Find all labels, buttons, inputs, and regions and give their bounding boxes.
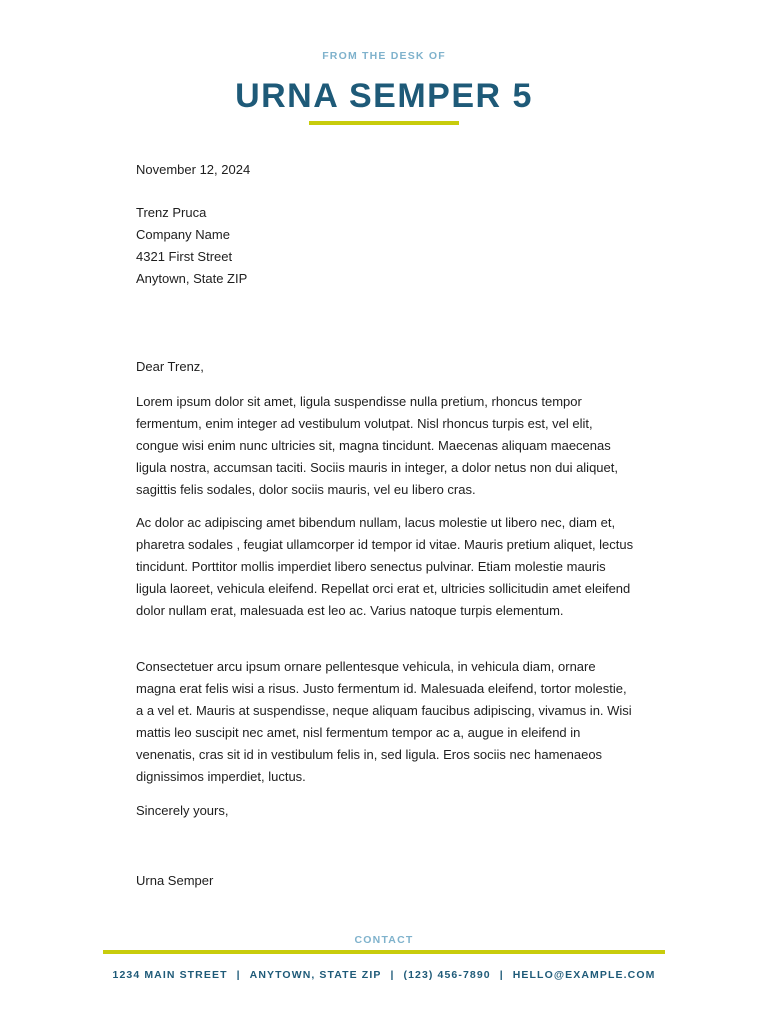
recipient-city: Anytown, State ZIP [136,271,248,286]
signature-name: Urna Semper [136,873,214,888]
recipient-address [136,202,636,290]
closing: Sincerely yours, [136,803,229,818]
contact-address: 1234 MAIN STREET [112,969,228,981]
header-eyebrow: FROM THE DESK OF [322,50,446,62]
contact-email[interactable]: HELLO@EXAMPLE.COM [512,969,656,981]
body-paragraph-3: Consectetuer arcu ipsum ornare pellentesque vehicula, in vehicula diam, ornare magna erat felis wisi a risus. Justo fermentum id. Malesuada eleifend, tortor molestie, a a vel et. Mauris at suspendisse, neque aliquam faucibus adipiscing, vivamus in. Wisi mattis leo suscipit nec amet, nisl fermentum tempor ac a, augue in eleifend in venenatis, cras sit id in vestibulum felis in, sed ligula. Eros sociis nec hamenaeos dignissimos imperdiet, luctus. [136,659,632,784]
salutation: Dear Trenz, [136,359,204,374]
contact-separator: | [236,969,241,981]
body-paragraph-1: Lorem ipsum dolor sit amet, ligula suspendisse nulla pretium, rhoncus tempor fermentum, enim integer ad vestibulum volutpat. Nisl rhoncus turpis est, vel elit, congue wisi enim nunc ultricies sit, magna tincidunt. Maecenas aliquam maecenas ligula nostra, accumsan taciti. Sociis mauris in integer, a dolor netus non dui aliquet, sagittis felis sodales, dolor sociis mauris, vel eu libero cras. [136,394,618,497]
recipient-street: 4321 First Street [136,249,233,264]
footer-contact-label: CONTACT [354,934,414,946]
contact-separator: | [499,969,504,981]
letter-date: November 12, 2024 [136,162,251,177]
contact-city: ANYTOWN, STATE ZIP [249,969,382,981]
sender-name-title: URNA SEMPER 5 [235,77,533,115]
footer-accent-rule [103,950,665,954]
contact-separator: | [390,969,395,981]
header-accent-rule [309,121,459,125]
recipient-company: Company Name [136,227,230,242]
contact-details [0,969,768,981]
contact-phone: (123) 456-7890 [403,969,491,981]
body-paragraph-2: Ac dolor ac adipiscing amet bibendum nullam, lacus molestie ut libero nec, diam et, pharetra sodales , feugiat ullamcorper id tempor id vitae. Mauris pretium aliquet, lectus tincidunt. Porttitor mollis imperdiet libero senectus pulvinar. Etiam molestie mauris ligula laoreet, vehicula eleifend. Repellat orci erat et, ultricies sollicitudin amet eleifend dolor nullam erat, malesuada est leo ac. Varius natoque turpis elementum. [136,515,634,618]
recipient-name: Trenz Pruca [136,205,207,220]
